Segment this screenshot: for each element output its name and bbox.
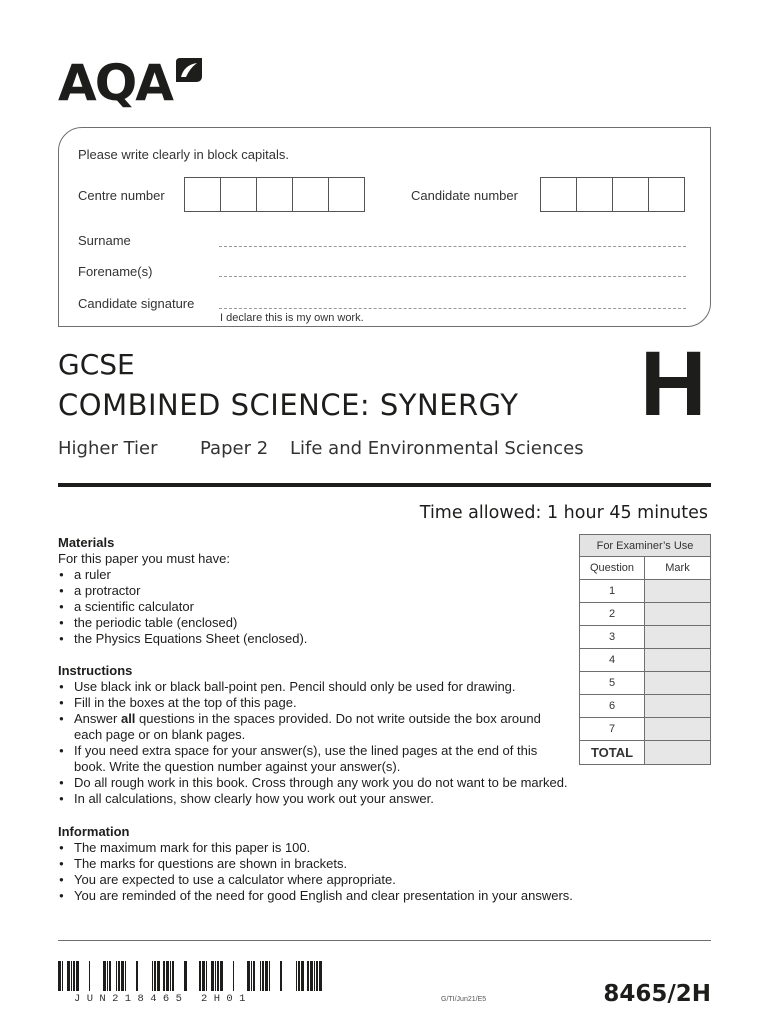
table-row [580,580,711,603]
centre-number-boxes[interactable] [185,177,365,212]
mark-cell[interactable] [645,695,711,718]
table-row [580,718,711,741]
centre-number-digit-box[interactable] [292,177,329,212]
total-mark-cell[interactable] [645,741,711,765]
materials-list [58,567,568,647]
tier-letter: H [640,333,707,435]
forenames-field[interactable] [219,276,686,277]
materials-intro: For this paper you must have: [58,551,230,566]
list-item: ● a ruler [58,567,568,583]
list-item: ● Fill in the boxes at the top of this page. [58,695,628,711]
table-row [580,672,711,695]
information-heading: Information [58,824,130,839]
candidate-number-boxes[interactable] [541,177,685,212]
table-row [580,603,711,626]
information-section [58,824,658,904]
answer-item-emphasis: all [120,711,136,726]
forenames-label: Forename(s) [78,264,153,279]
candidate-number-label: Candidate number [411,188,518,203]
total-label: TOTAL [580,741,645,765]
mark-cell[interactable] [645,718,711,741]
table-row [580,741,711,765]
barcode-icon [58,961,322,991]
mark-cell[interactable] [645,649,711,672]
candidate-number-digit-box[interactable] [576,177,613,212]
declaration-text: I declare this is my own work. [220,312,364,324]
list-item: ● Use black ink or black ball-point pen. Pencil should only be used for drawing. [58,679,628,695]
list-item [58,711,558,743]
surname-field[interactable] [219,246,686,247]
mark-cell[interactable] [645,626,711,649]
examiner-table-heading: For Examiner’s Use [580,535,711,557]
centre-number-digit-box[interactable] [256,177,293,212]
paper-code: 8465/2H [603,981,711,1007]
candidate-details-box [58,127,711,327]
table-row [580,649,711,672]
barcode-text: JUN218465 2H01 [74,993,252,1005]
paper-title: Life and Environmental Sciences [290,438,584,459]
list-item: ● the periodic table (enclosed) [58,615,568,631]
answer-item-text: Answer [74,711,121,726]
qualification-title: GCSE [58,348,135,381]
question-number: 6 [580,695,645,718]
list-item: ● You are reminded of the need for good English and clear presentation in your answers. [58,888,658,904]
footer-divider [58,940,711,941]
question-number: 2 [580,603,645,626]
question-number: 5 [580,672,645,695]
title-divider [58,483,711,487]
signature-field[interactable] [219,308,686,309]
signature-label: Candidate signature [78,296,195,311]
surname-label: Surname [78,233,131,248]
centre-number-digit-box[interactable] [220,177,257,212]
candidate-number-digit-box[interactable] [540,177,577,212]
list-item: ● the Physics Equations Sheet (enclosed). [58,631,568,647]
list-item: ● a scientific calculator [58,599,568,615]
instructions-section [58,663,628,807]
centre-number-digit-box[interactable] [328,177,365,212]
candidate-number-digit-box[interactable] [612,177,649,212]
mark-cell[interactable] [645,672,711,695]
logo-text: AQA [58,54,172,112]
materials-heading: Materials [58,535,115,550]
examiner-use-table [579,534,711,765]
instructions-list [58,679,628,807]
list-item: ● The marks for questions are shown in brackets. [58,856,658,872]
list-item: ● You are expected to use a calculator where appropriate. [58,872,658,888]
aqa-logo [58,54,204,112]
table-row [580,626,711,649]
list-item: ● In all calculations, show clearly how you work out your answer. [58,791,628,807]
table-row [580,695,711,718]
mark-cell[interactable] [645,580,711,603]
list-item: ● a protractor [58,583,568,599]
list-item: ● Do all rough work in this book. Cross through any work you do not want to be marked. [58,775,628,791]
list-item: ● The maximum mark for this paper is 100. [58,840,658,856]
time-allowed: Time allowed: 1 hour 45 minutes [419,503,708,523]
block-capitals-instruction: Please write clearly in block capitals. [78,147,289,162]
document-reference: G/TI/Jun21/E5 [441,996,487,1003]
tier-label: Higher Tier [58,438,158,459]
mark-column-header: Mark [645,557,711,580]
paper-label: Paper 2 [200,438,269,459]
centre-number-digit-box[interactable] [184,177,221,212]
question-number: 1 [580,580,645,603]
question-number: 3 [580,626,645,649]
information-list [58,840,658,904]
question-number: 7 [580,718,645,741]
list-item: ● If you need extra space for your answer(s), use the lined pages at the end of this book. Write the question number against your answer(s). [58,743,568,775]
materials-section [58,535,568,647]
question-column-header: Question [580,557,645,580]
mark-cell[interactable] [645,603,711,626]
candidate-number-digit-box[interactable] [648,177,685,212]
question-number: 4 [580,649,645,672]
leaf-icon [174,56,204,84]
instructions-heading: Instructions [58,663,133,678]
subject-title: COMBINED SCIENCE: SYNERGY [58,388,519,422]
answer-item-text: questions in the spaces provided. Do not write outside the box around each page or on blank pages. [74,711,541,742]
centre-number-label: Centre number [78,188,165,203]
